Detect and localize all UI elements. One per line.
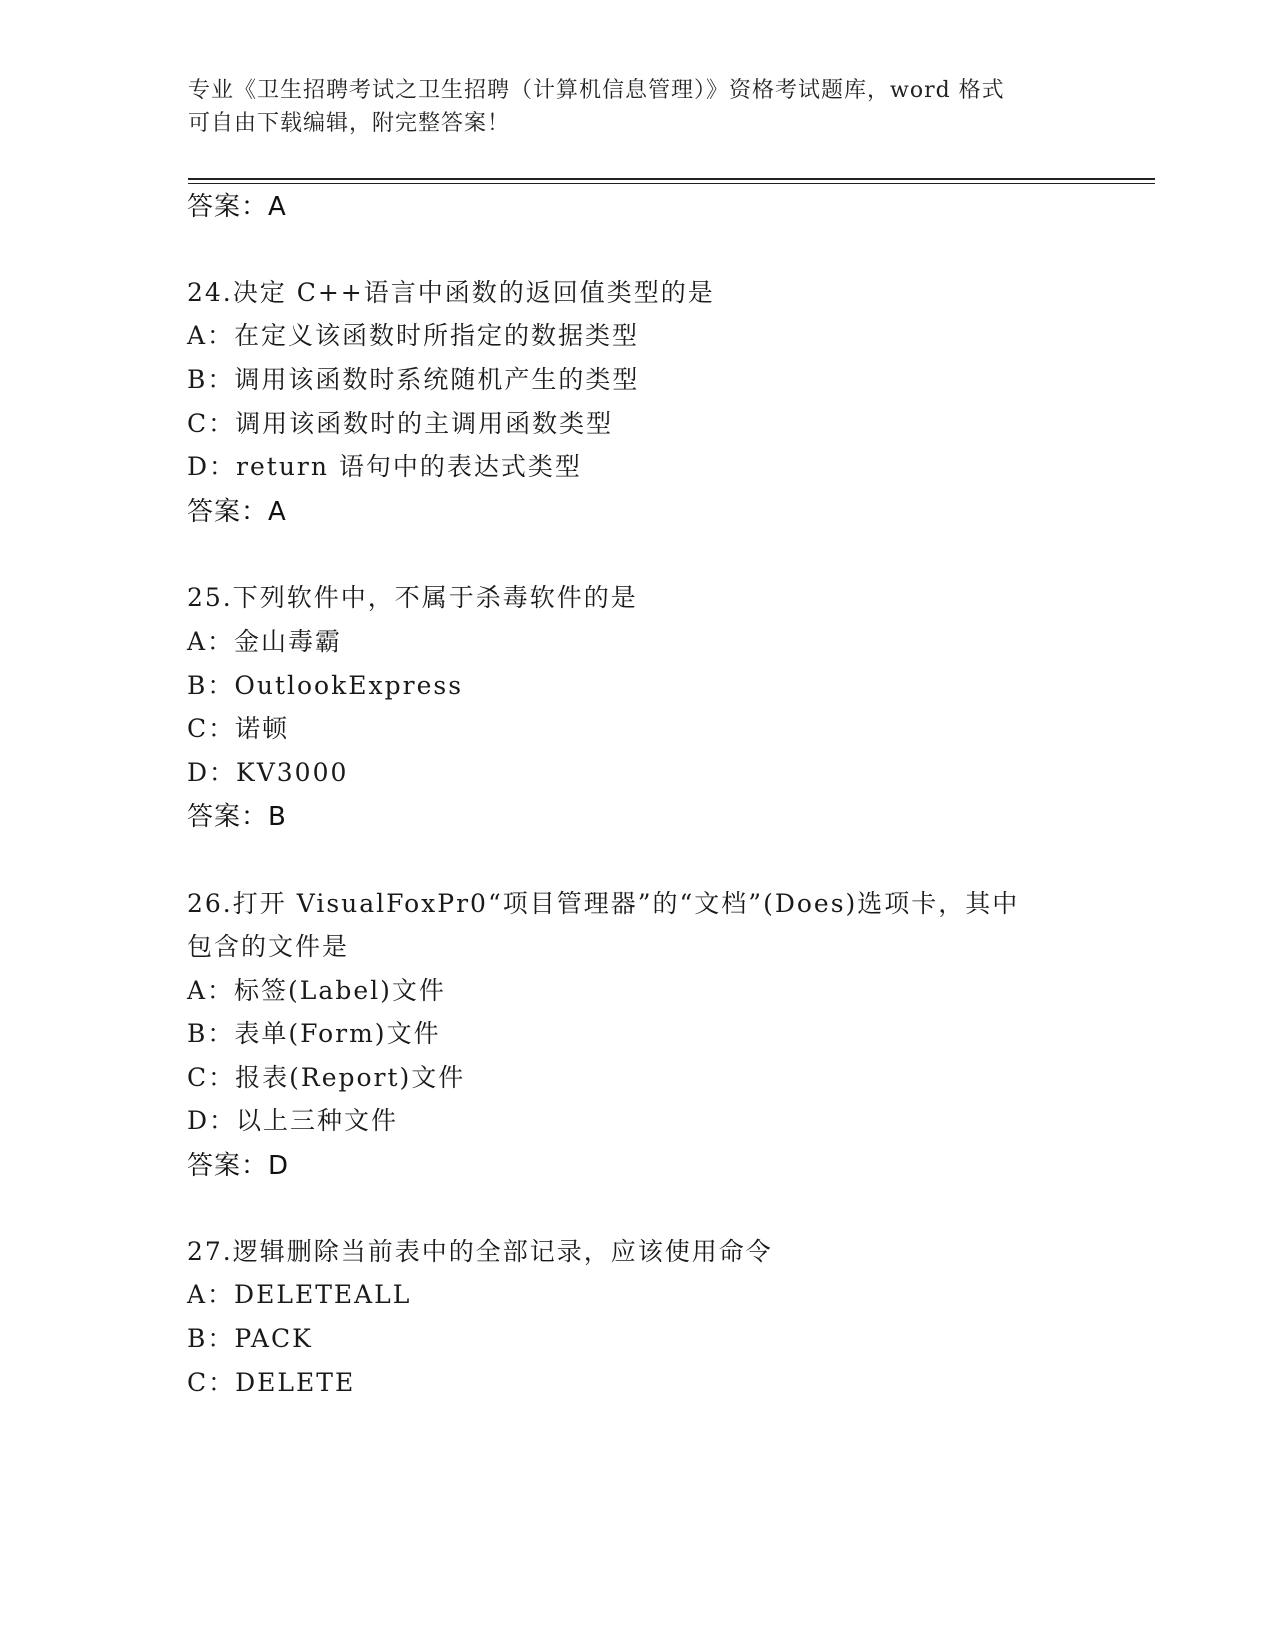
header-line-2: 可自由下载编辑，附完整答案！	[188, 111, 511, 136]
question-27-stem: 27.逻辑删除当前表中的全部记录，应该使用命令	[187, 1237, 773, 1266]
question-27-option-c: C：DELETE	[187, 1368, 356, 1397]
header-divider-thin	[188, 183, 1155, 184]
question-26-answer: 答案：D	[187, 1151, 290, 1181]
question-24-answer: 答案：A	[187, 497, 287, 527]
question-25-answer: 答案：B	[187, 802, 287, 832]
question-24-option-d: D：return 语句中的表达式类型	[187, 452, 582, 481]
question-25-option-c: C：诺顿	[187, 714, 290, 743]
document-header	[188, 74, 1088, 140]
question-25-option-a: A：金山毒霸	[187, 627, 343, 656]
question-27-option-a: A：DELETEALL	[187, 1280, 412, 1309]
question-25-option-b: B：OutlookExpress	[187, 671, 464, 700]
question-27-option-b: B：PACK	[187, 1324, 313, 1353]
question-24-option-b: B：调用该函数时系统随机产生的类型	[187, 365, 640, 394]
question-26-option-c: C：报表(Report)文件	[187, 1063, 466, 1092]
question-25-stem: 25.下列软件中，不属于杀毒软件的是	[187, 583, 638, 612]
question-26-option-b: B：表单(Form)文件	[187, 1019, 441, 1048]
question-24-option-a: A：在定义该函数时所指定的数据类型	[187, 321, 640, 350]
header-line-1: 专业《卫生招聘考试之卫生招聘（计算机信息管理）》资格考试题库，word 格式	[188, 78, 1005, 103]
answer-line-prev: 答案：A	[187, 192, 287, 222]
question-25-option-d: D：KV3000	[187, 758, 349, 787]
question-26-stem-line-1: 26.打开 VisualFoxPr0“项目管理器”的“文档”(Does)选项卡，其中	[187, 889, 1020, 918]
question-26-stem-line-2: 包含的文件是	[187, 932, 350, 961]
question-26-option-a: A：标签(Label)文件	[187, 976, 446, 1005]
question-24-option-c: C：调用该函数时的主调用函数类型	[187, 409, 614, 438]
question-26-option-d: D：以上三种文件	[187, 1106, 399, 1135]
header-divider-thick	[188, 178, 1155, 180]
question-24-stem: 24.决定 C++语言中函数的返回值类型的是	[187, 278, 715, 307]
